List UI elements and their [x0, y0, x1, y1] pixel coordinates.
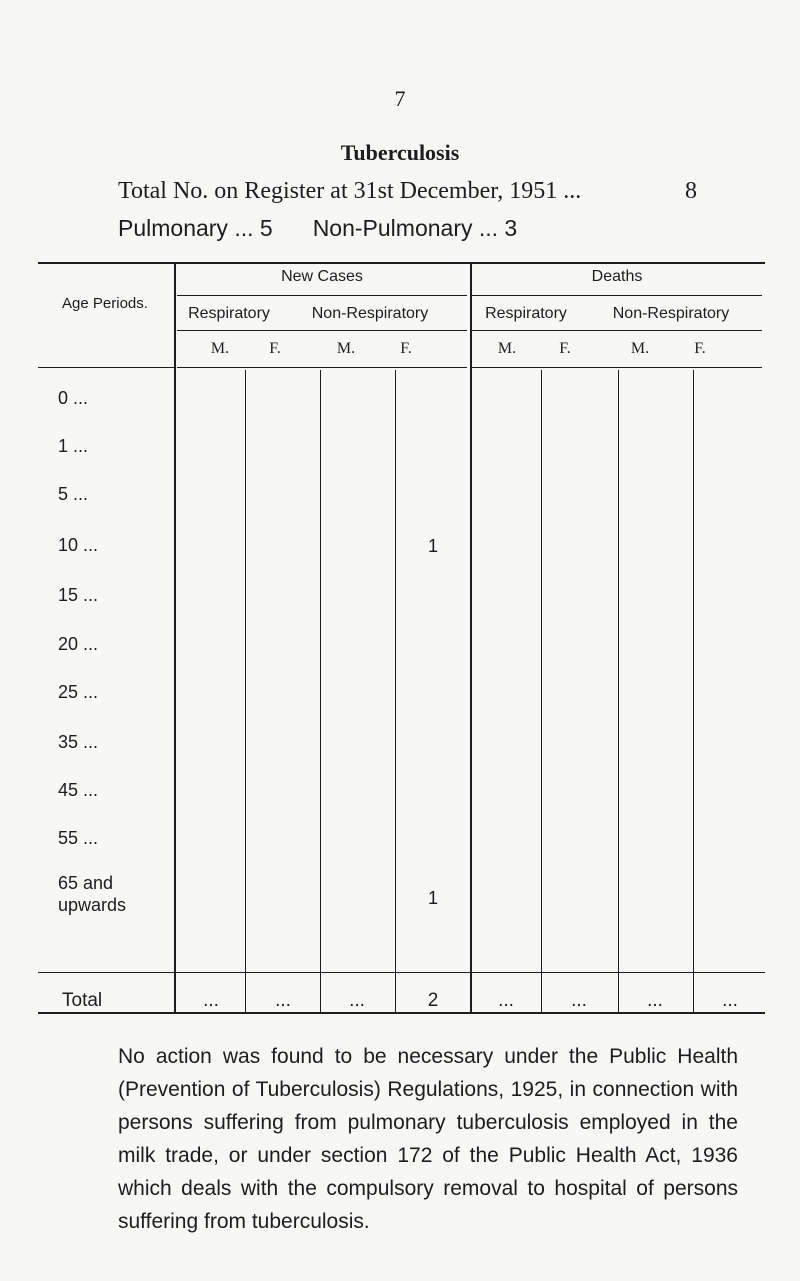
age-column-rule [174, 262, 176, 1014]
sex-header: M. [210, 340, 230, 357]
col-rule-6 [618, 370, 619, 1012]
sex-header: M. [336, 340, 356, 357]
total-label: Total [62, 990, 103, 1011]
non-pulmonary-count: Non-Pulmonary ... 3 [312, 215, 518, 241]
total-cell: ... [722, 990, 738, 1011]
cell-value: 1 [427, 888, 438, 908]
age-row-label: 20 ... [58, 634, 99, 654]
register-label: Total No. on Register at 31st December, 1951 ... [118, 178, 582, 204]
total-cell: ... [571, 990, 587, 1011]
age-row-label: 15 ... [58, 585, 99, 605]
total-top-rule [38, 972, 765, 973]
sex-rule-new [177, 330, 467, 331]
sex-header: M. [497, 340, 517, 357]
header-bottom-rule-age [38, 367, 174, 368]
total-cell: ... [349, 990, 365, 1011]
cell-value: 1 [427, 536, 438, 556]
register-value: 8 [685, 178, 697, 204]
age-row-label: 25 ... [58, 682, 99, 702]
col-rule-7 [693, 370, 694, 1012]
sex-header: F. [269, 340, 281, 357]
age-row-label: 55 ... [58, 828, 99, 848]
group-header-deaths: Deaths [591, 268, 643, 285]
age-row-label: 1 ... [58, 436, 89, 456]
regulations-note: No action was found to be necessary under the Public Health (Prevention of Tuberculosis) Regulations, 1925, in connection with persons suffering from pulmonary tuberculosis employed in the milk trade, or under section 172 of the Public Health Act, 1936 which deals with the compulsory removal to hospital of persons suffering from tuberculosis. [118, 1045, 738, 1233]
age-row-label: 35 ... [58, 732, 99, 752]
col-rule-5 [541, 370, 542, 1012]
total-cell: ... [203, 990, 219, 1011]
group-divider-rule [470, 262, 472, 1014]
age-row-label: 10 ... [58, 535, 99, 555]
total-cell: 2 [427, 990, 439, 1011]
page-number: 7 [394, 86, 406, 111]
subgroup-rule-deaths [472, 295, 762, 296]
sex-header: F. [694, 340, 706, 357]
subgroup-header: Non-Respiratory [311, 305, 429, 322]
col-rule-3 [395, 370, 396, 1012]
sex-rule-deaths [472, 330, 762, 331]
page-title: Tuberculosis [340, 140, 460, 165]
pulmonary-breakdown [118, 215, 517, 242]
header-bottom-rule-deaths [472, 367, 762, 368]
sex-header: M. [630, 340, 650, 357]
group-header-new-cases: New Cases [281, 268, 363, 285]
total-cell: ... [498, 990, 514, 1011]
age-row-label: 65 and upwards [58, 873, 127, 915]
subgroup-rule-new [177, 295, 467, 296]
age-periods-header: Age Periods. [62, 295, 148, 312]
table-bottom-rule [38, 1012, 765, 1014]
header-bottom-rule-new [177, 367, 467, 368]
total-cell: ... [647, 990, 663, 1011]
table-top-rule [38, 262, 765, 264]
sex-header: F. [559, 340, 571, 357]
col-rule-1 [245, 370, 246, 1012]
subgroup-header: Respiratory [485, 305, 567, 322]
age-row-label: 0 ... [58, 388, 89, 408]
sex-header: F. [400, 340, 412, 357]
age-row-label: 5 ... [58, 484, 89, 504]
pulmonary-count: Pulmonary ... 5 [118, 215, 273, 241]
subgroup-header: Respiratory [188, 305, 270, 322]
total-cell: ... [275, 990, 291, 1011]
subgroup-header: Non-Respiratory [612, 305, 730, 322]
age-row-label: 45 ... [58, 780, 99, 800]
col-rule-2 [320, 370, 321, 1012]
register-total-line [118, 178, 697, 205]
